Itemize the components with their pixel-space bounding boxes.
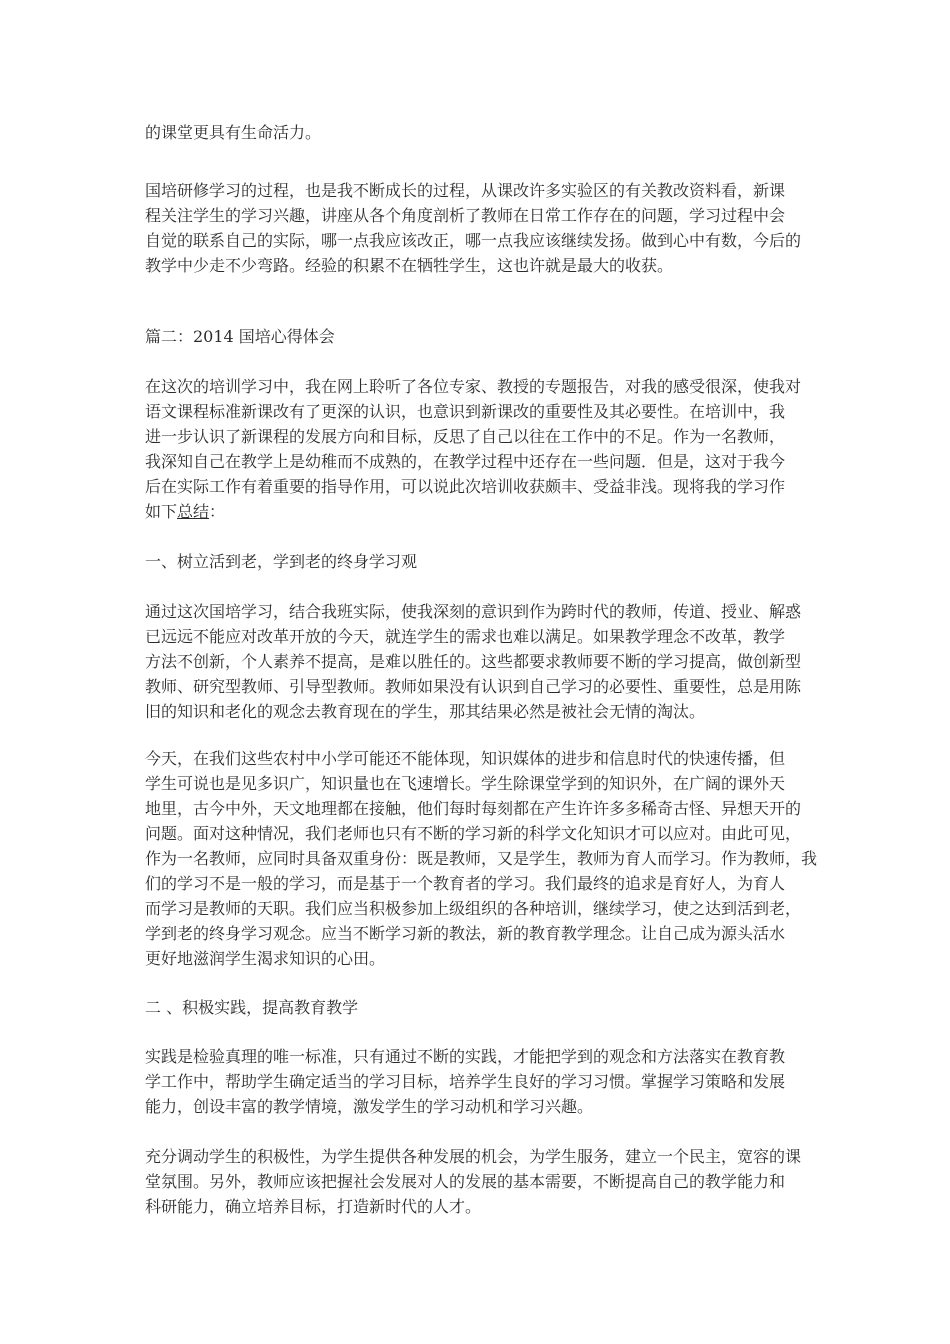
paragraph-lifelong-line: 已远远不能应对改革开放的今天，就连学生的需求也难以满足。如果教学理念不改革，教学 <box>145 627 786 646</box>
paragraph-practice-2-line: 充分调动学生的积极性，为学生提供各种发展的机会，为学生服务，建立一个民主，宽容的课 <box>145 1147 802 1166</box>
heading-lifelong-learning: 一、树立活到老，学到老的终身学习观 <box>145 552 418 571</box>
paragraph-practice-line: 能力，创设丰富的教学情境，激发学生的学习动机和学习兴趣。 <box>145 1097 594 1116</box>
paragraph-reflection-line: 程关注学生的学习兴趣，讲座从各个角度剖析了教师在日常工作存在的问题，学习过程中会 <box>145 206 786 225</box>
heading-active-practice: 二 、积极实践，提高教育教学 <box>145 998 359 1017</box>
paragraph-opening-last-line <box>145 500 825 524</box>
paragraph-lifelong-2-line: 地里，古今中外，天文地理都在接触，他们每时每刻都在产生许许多多稀奇古怪、异想天开的 <box>145 799 802 818</box>
summary-suffix: ： <box>209 502 226 521</box>
paragraph-lifelong-2-line: 而学习是教师的天职。我们应当积极参加上级组织的各种培训，继续学习，使之达到活到老， <box>145 899 802 918</box>
paragraph-lifelong-2-line: 学到老的终身学习观念。应当不断学习新的教法，新的教育教学理念。让自己成为源头活水 <box>145 924 786 943</box>
paragraph-lifelong-2-line: 作为一名教师，应同时具备双重身份：既是教师，又是学生，教师为育人而学习。作为教师，我 <box>145 849 818 868</box>
paragraph-lifelong-2-line: 问题。面对这种情况，我们老师也只有不断的学习新的科学文化知识才可以应对。由此可见， <box>145 824 802 843</box>
paragraph-lifelong-line: 方法不创新，个人素养不提高，是难以胜任的。这些都要求教师要不断的学习提高，做创新型 <box>145 652 802 671</box>
paragraph-lifelong-2-line: 学生可说也是见多识广，知识量也在飞速增长。学生除课堂学到的知识外，在广阔的课外天 <box>145 774 786 793</box>
paragraph-opening-line: 进一步认识了新课程的发展方向和目标，反思了自己以往在工作中的不足。作为一名教师， <box>145 427 786 446</box>
paragraph-lifelong-2-line: 们的学习不是一般的学习，而是基于一个教育者的学习。我们最终的追求是育好人，为育人 <box>145 874 786 893</box>
summary-link[interactable]: 总结 <box>177 502 210 521</box>
paragraph-opening-line: 我深知自己在教学上是幼稚而不成熟的，在教学过程中还存在一些问题．但是，这对于我今 <box>145 452 786 471</box>
paragraph-opening-line: 后在实际工作有着重要的指导作用，可以说此次培训收获颇丰、受益非浅。现将我的学习作 <box>145 477 786 496</box>
paragraph-practice-line: 学工作中，帮助学生确定适当的学习目标，培养学生良好的学习习惯。掌握学习策略和发展 <box>145 1072 786 1091</box>
paragraph-intro-line: 的课堂更具有生命活力。 <box>145 123 322 142</box>
paragraph-practice-2-line: 堂氛围。另外，教师应该把握社会发展对人的发展的基本需要，不断提高自己的教学能力和 <box>145 1172 786 1191</box>
paragraph-lifelong-line: 教师、研究型教师、引导型教师。教师如果没有认识到自己学习的必要性、重要性，总是用陈 <box>145 677 802 696</box>
paragraph-reflection-line: 自觉的联系自己的实际，哪一点我应该改正，哪一点我应该继续发扬。做到心中有数，今后的 <box>145 231 802 250</box>
paragraph-opening-line: 语文课程标准新课改有了更深的认识，也意识到新课改的重要性及其必要性。在培训中，我 <box>145 402 786 421</box>
paragraph-opening-line: 在这次的培训学习中，我在网上聆听了各位专家、教授的专题报告，对我的感受很深，使我对 <box>145 377 802 396</box>
paragraph-reflection-line: 教学中少走不少弯路。经验的积累不在牺牲学生，这也许就是最大的收获。 <box>145 256 674 275</box>
paragraph-lifelong-line: 旧的知识和老化的观念去教育现在的学生，那其结果必然是被社会无情的淘汰。 <box>145 702 706 721</box>
section-title: 篇二：2014 国培心得体会 <box>145 327 335 346</box>
paragraph-lifelong-line: 通过这次国培学习，结合我班实际，使我深刻的意识到作为跨时代的教师，传道、授业、解惑 <box>145 602 802 621</box>
paragraph-reflection-line: 国培研修学习的过程，也是我不断成长的过程，从课改许多实验区的有关教改资料看，新课 <box>145 181 786 200</box>
paragraph-practice-2-line: 科研能力，确立培养目标，打造新时代的人才。 <box>145 1197 482 1216</box>
paragraph-practice-line: 实践是检验真理的唯一标准，只有通过不断的实践，才能把学到的观念和方法落实在教育教 <box>145 1047 786 1066</box>
summary-prefix: 如下 <box>145 502 178 521</box>
paragraph-lifelong-2-line: 更好地滋润学生渴求知识的心田。 <box>145 949 386 968</box>
paragraph-lifelong-2-line: 今天，在我们这些农村中小学可能还不能体现，知识媒体的进步和信息时代的快速传播，但 <box>145 749 786 768</box>
